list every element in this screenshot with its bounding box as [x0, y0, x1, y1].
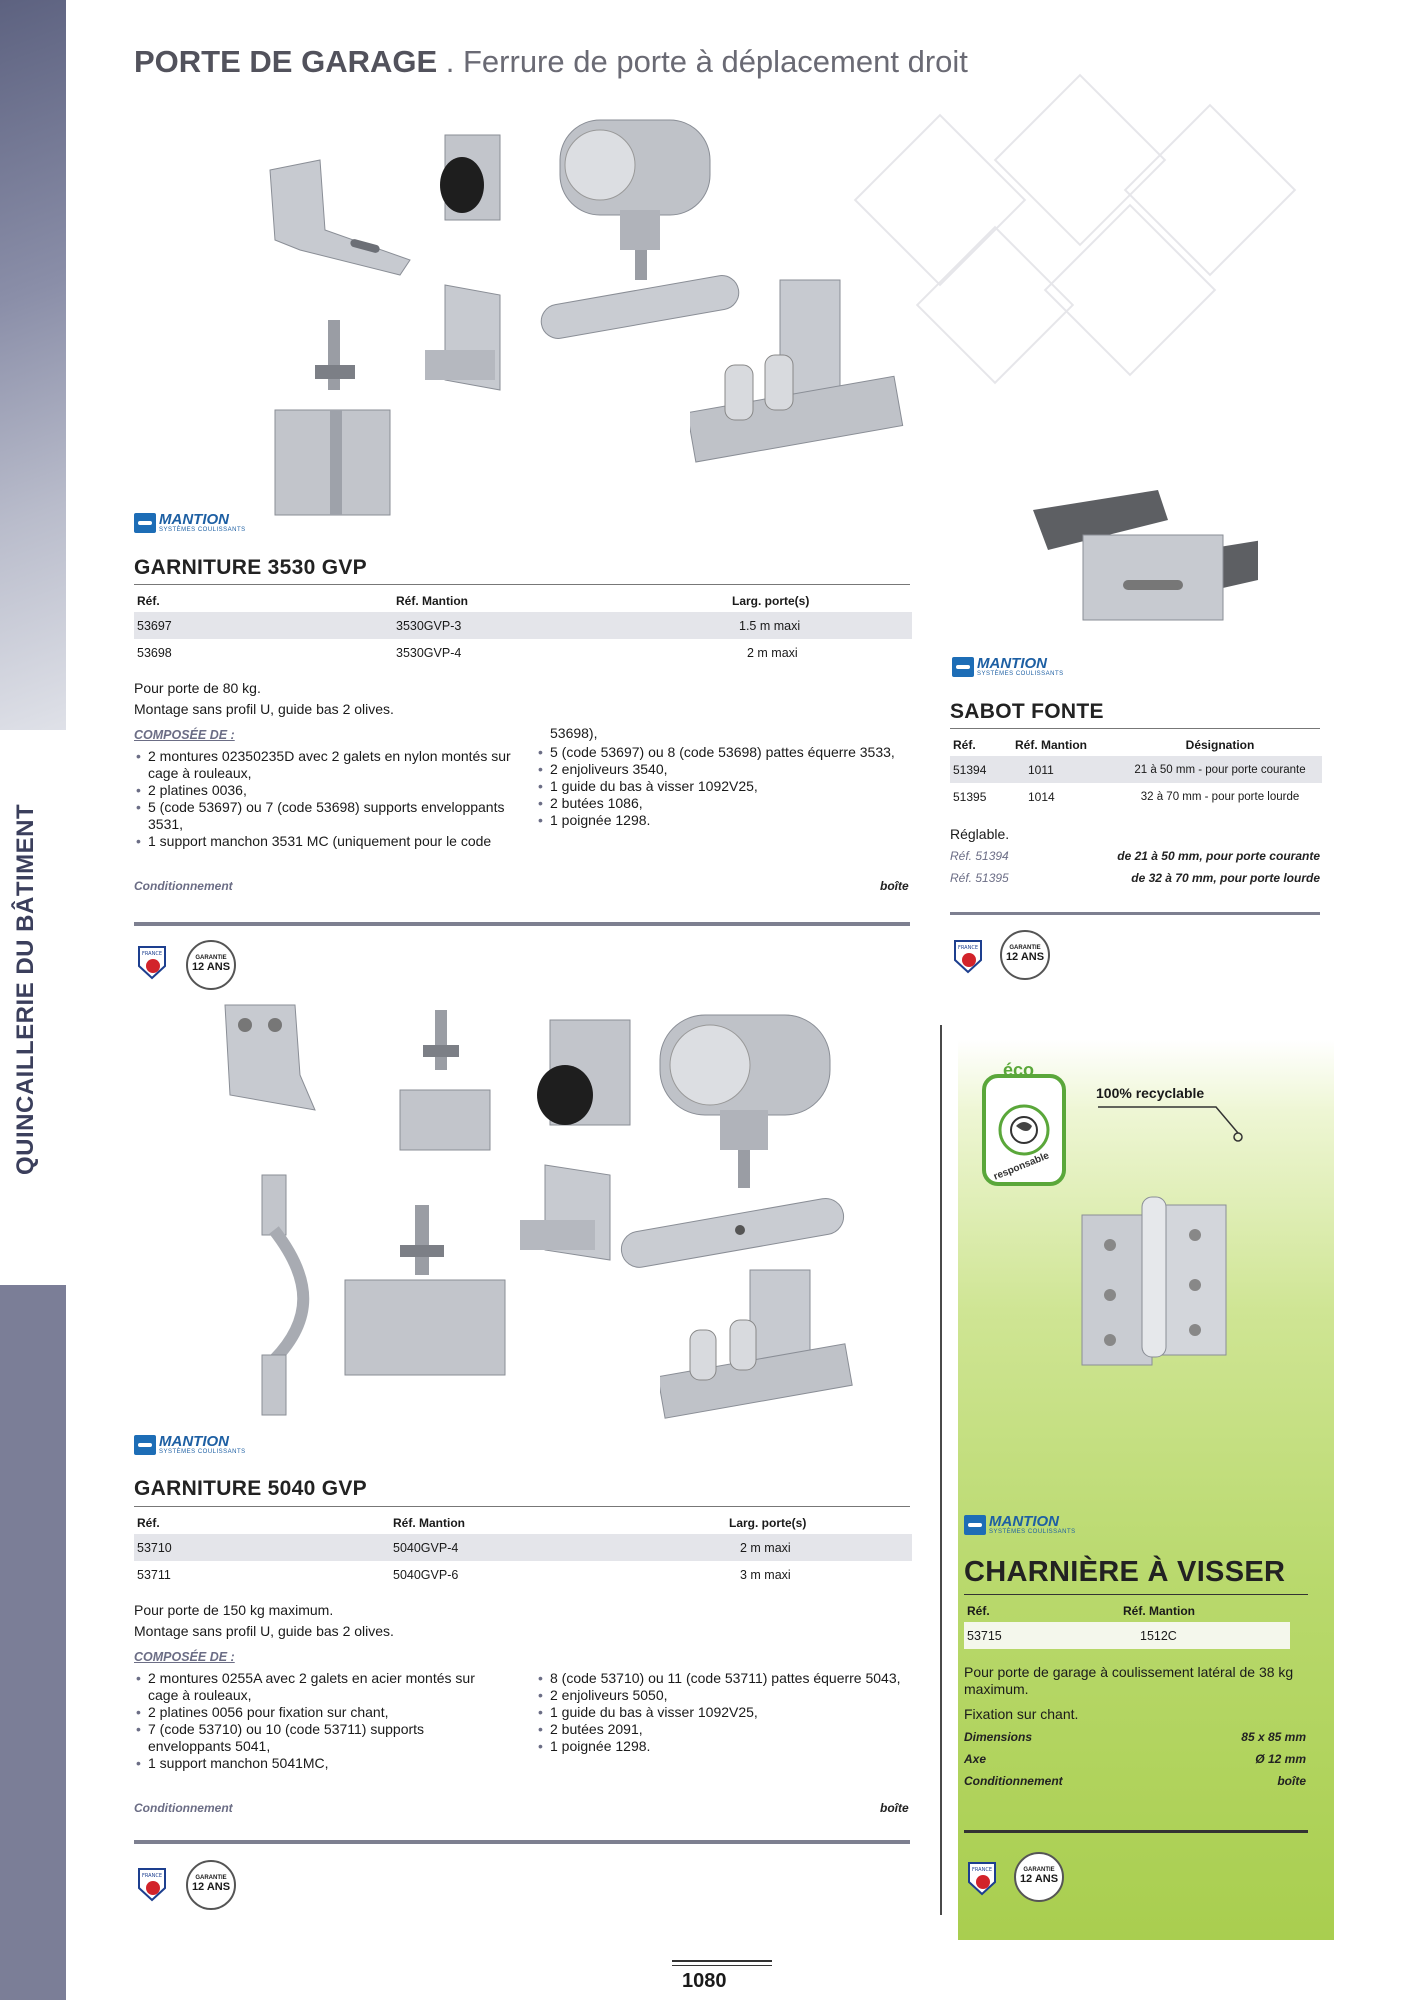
heavy-support-clamp-image — [340, 1200, 510, 1380]
designation-cell: 32 à 70 mm - pour porte lourde — [1140, 790, 1300, 803]
panel-divider — [940, 1025, 942, 1915]
table-row — [134, 1561, 912, 1588]
list-item: • 5 (code 53697) ou 8 (code 53698) pattes équerre 3533, — [536, 744, 916, 761]
ref-cell: 51394 — [950, 756, 1012, 783]
note: Réglable. — [950, 826, 1010, 842]
column-header: Larg. porte(s) — [729, 1516, 807, 1530]
column-header: Réf. — [953, 738, 976, 752]
description: Montage sans profil U, guide bas 2 olives. — [134, 1623, 394, 1639]
mounting-bracket-image — [260, 150, 420, 280]
svg-text:FRANCE: FRANCE — [958, 945, 978, 951]
brand-name: MANTION — [989, 1513, 1059, 1530]
spec-label: Axe — [964, 1752, 987, 1766]
ref-cell: 53710 — [134, 1534, 390, 1561]
list-item: • 2 butées 1086, — [536, 795, 916, 812]
eco-top-label: éco — [1003, 1060, 1035, 1080]
product-table — [964, 1600, 1290, 1649]
column-header: Réf. Mantion — [1123, 1604, 1195, 1618]
support-clamp-image — [395, 1005, 495, 1155]
list-item: • 2 enjoliveurs 5050, — [536, 1687, 906, 1704]
list-item: • 5 (code 53697) ou 7 (code 53698) supports enveloppants 3531, — [134, 799, 514, 833]
column-header: Réf. Mantion — [1015, 738, 1087, 752]
brand-tagline: SYSTÈMES COULISSANTS — [159, 1449, 246, 1455]
table-header — [964, 1600, 1290, 1622]
made-in-france-badge — [952, 938, 984, 974]
product-title: SABOT FONTE — [950, 700, 1104, 723]
guarantee-years: 12 ANS — [191, 961, 231, 973]
brand-mark-icon — [134, 513, 156, 533]
divider — [950, 728, 1320, 729]
ref-cell: 53711 — [137, 1567, 171, 1582]
width-cell: 2 m maxi — [726, 1534, 912, 1561]
made-in-france-badge — [136, 1866, 168, 1902]
list-item: • 2 platines 0056 pour fixation sur chant, — [134, 1704, 504, 1721]
divider — [134, 584, 910, 585]
guarantee-years: 12 ANS — [1019, 1873, 1059, 1885]
list-item: • 1 guide du bas à visser 1092V25, — [536, 1704, 906, 1721]
page-number-rule — [672, 1965, 772, 1966]
guarantee-label: GARANTIE — [195, 955, 227, 961]
sidebar-top-decoration — [0, 0, 66, 730]
roller-trolley-image — [650, 1000, 840, 1190]
product-title: GARNITURE 5040 GVP — [134, 1477, 367, 1500]
mantion-ref-cell: 5040GVP-6 — [393, 1567, 459, 1582]
composition-list — [536, 1670, 906, 1755]
brand-mark-icon — [952, 657, 974, 677]
recyclable-pointer-line — [1096, 1105, 1246, 1145]
packaging-label: Conditionnement — [134, 1801, 233, 1815]
designation-cell: 21 à 50 mm - pour porte courante — [1118, 756, 1322, 783]
brand-name: MANTION — [977, 655, 1047, 672]
brand-logo — [134, 1434, 246, 1456]
column-header: Larg. porte(s) — [732, 594, 810, 608]
page-number: 1080 — [682, 1970, 727, 1992]
table-row — [950, 783, 1322, 810]
packaging-label: Conditionnement — [134, 879, 233, 893]
product-title: GARNITURE 3530 GVP — [134, 556, 367, 579]
composition-list — [536, 744, 916, 829]
list-item: • 2 montures 02350235D avec 2 galets en nylon montés sur cage à rouleaux, — [134, 748, 514, 782]
brand-logo — [952, 656, 1064, 678]
made-in-france-badge — [966, 1860, 998, 1896]
brand-mark-icon — [964, 1515, 986, 1535]
brand-mark-icon — [134, 1435, 156, 1455]
mantion-ref-cell: 1014 — [1028, 789, 1055, 804]
list-item: • 1 poignée 1298. — [536, 1738, 906, 1755]
table-row — [134, 1534, 912, 1561]
guarantee-label: GARANTIE — [1009, 945, 1041, 951]
column-header: Désignation — [1185, 738, 1255, 752]
description: Pour porte de garage à coulissement latéral de 38 kg maximum. — [964, 1664, 1294, 1697]
door-stop-image — [525, 1015, 635, 1140]
packaging-value: boîte — [880, 879, 909, 893]
brand-name: MANTION — [159, 511, 229, 528]
mantion-ref-cell: 1512C — [1120, 1622, 1290, 1649]
table-row — [134, 639, 912, 666]
bottom-guide-image — [660, 1265, 860, 1425]
spec-value: Ø 12 mm — [1255, 1752, 1306, 1766]
hinge-image — [1080, 1195, 1230, 1375]
guarantee-years: 12 ANS — [191, 1881, 231, 1893]
guarantee-badge — [1000, 930, 1050, 980]
page-number-rule — [672, 1960, 772, 1962]
section-label: QUINCAILLERIE DU BÂTIMENT — [12, 803, 39, 1175]
pull-handle-image — [258, 1170, 318, 1420]
list-item: • 2 enjoliveurs 3540, — [536, 761, 916, 778]
brand-logo — [964, 1514, 1076, 1536]
width-cell: 2 m maxi — [747, 645, 798, 660]
made-in-france-badge — [136, 944, 168, 980]
column-header: Réf. Mantion — [393, 1516, 465, 1530]
door-stop-image — [430, 130, 510, 230]
description: Montage sans profil U, guide bas 2 olives. — [134, 701, 394, 717]
list-item: • 1 guide du bas à visser 1092V25, — [536, 778, 916, 795]
list-item: • 2 platines 0036, — [134, 782, 514, 799]
width-cell: 3 m maxi — [740, 1567, 791, 1582]
guarantee-badge — [1014, 1852, 1064, 1902]
table-row — [950, 756, 1322, 783]
product-table — [134, 590, 912, 666]
spec-label: Dimensions — [964, 1730, 1033, 1744]
guarantee-years: 12 ANS — [1005, 951, 1045, 963]
sidebar-bottom-decoration — [0, 1285, 66, 2000]
mantion-ref-cell: 1011 — [1012, 756, 1118, 783]
page-title-rest: . Ferrure de porte à déplacement droit — [437, 44, 968, 79]
column-header: Réf. Mantion — [396, 594, 468, 608]
list-item: • 2 montures 0255A avec 2 galets en acier montés sur cage à rouleaux, — [134, 1670, 504, 1704]
svg-text:FRANCE: FRANCE — [142, 951, 162, 957]
ref-cell: 53697 — [134, 612, 393, 639]
composition-label: COMPOSÉE DE : — [134, 728, 235, 742]
description: Pour porte de 150 kg maximum. — [134, 1602, 334, 1618]
mounting-bracket-image — [220, 1000, 320, 1120]
guarantee-label: GARANTIE — [195, 1875, 227, 1881]
mantion-ref-cell: 5040GVP-4 — [390, 1534, 726, 1561]
ref-detail: de 32 à 70 mm, pour porte lourde — [1131, 871, 1320, 885]
table-header — [134, 590, 912, 612]
angle-bracket-image — [515, 1160, 615, 1270]
list-item: • 7 (code 53710) ou 10 (code 53711) supports enveloppants 5041, — [134, 1721, 504, 1755]
section-divider — [134, 1840, 910, 1844]
mantion-ref-cell: 3530GVP-4 — [396, 645, 462, 660]
list-item: • 1 support manchon 5041MC, — [134, 1755, 504, 1772]
product-table — [950, 734, 1322, 810]
section-divider — [134, 922, 910, 926]
section-divider — [950, 912, 1320, 915]
divider — [134, 1506, 910, 1507]
description: Pour porte de 80 kg. — [134, 680, 261, 696]
support-clamp-image — [270, 310, 400, 520]
mantion-ref-cell: 3530GVP-3 — [393, 612, 729, 639]
composition-list — [134, 748, 514, 850]
column-header: Réf. — [967, 1604, 990, 1618]
section-divider — [964, 1830, 1308, 1833]
ref-cell: 53715 — [964, 1622, 1120, 1649]
ref-label: Réf. 51395 — [950, 871, 1009, 885]
guarantee-badge — [186, 940, 236, 990]
composition-list — [134, 1670, 504, 1772]
svg-text:FRANCE: FRANCE — [972, 1867, 992, 1873]
cast-iron-shoe-image — [1028, 480, 1258, 640]
table-row — [964, 1622, 1290, 1649]
guarantee-badge — [186, 1860, 236, 1910]
mounting-plate-image — [615, 1185, 850, 1275]
bottom-guide-image — [690, 275, 910, 475]
table-header — [950, 734, 1322, 756]
spec-label: Conditionnement — [964, 1774, 1063, 1788]
recyclable-label: 100% recyclable — [1096, 1085, 1205, 1101]
ref-detail: de 21 à 50 mm, pour porte courante — [1117, 849, 1320, 863]
guarantee-label: GARANTIE — [1023, 1867, 1055, 1873]
description: Fixation sur chant. — [964, 1706, 1079, 1722]
spec-value: boîte — [1277, 1774, 1306, 1788]
table-header — [134, 1512, 912, 1534]
list-item: • 8 (code 53710) ou 11 (code 53711) pattes équerre 5043, — [536, 1670, 906, 1687]
packaging-value: boîte — [880, 1801, 909, 1815]
list-item: • 2 butées 2091, — [536, 1721, 906, 1738]
table-row — [134, 612, 912, 639]
list-item-continuation: 53698), — [550, 725, 598, 741]
ref-label: Réf. 51394 — [950, 849, 1009, 863]
divider — [964, 1594, 1308, 1595]
column-header: Réf. — [137, 594, 160, 608]
brand-name: MANTION — [159, 1433, 229, 1450]
composition-label: COMPOSÉE DE : — [134, 1650, 235, 1664]
brand-tagline: SYSTÈMES COULISSANTS — [989, 1529, 1076, 1535]
brand-tagline: SYSTÈMES COULISSANTS — [977, 671, 1064, 677]
eco-responsible-badge — [978, 1058, 1070, 1190]
list-item: • 1 support manchon 3531 MC (uniquement pour le code — [134, 833, 514, 850]
column-header: Réf. — [137, 1516, 160, 1530]
ref-cell: 53698 — [137, 645, 172, 660]
product-title: CHARNIÈRE À VISSER — [964, 1556, 1286, 1588]
eco-bottom-label: responsable — [992, 1150, 1051, 1183]
svg-text:FRANCE: FRANCE — [142, 1873, 162, 1879]
spec-value: 85 x 85 mm — [1241, 1730, 1306, 1744]
angle-bracket-image — [425, 280, 510, 405]
width-cell: 1.5 m maxi — [729, 612, 912, 639]
brand-logo — [134, 512, 246, 534]
list-item: • 1 poignée 1298. — [536, 812, 916, 829]
product-table — [134, 1512, 912, 1588]
ref-cell: 51395 — [953, 789, 987, 804]
brand-tagline: SYSTÈMES COULISSANTS — [159, 527, 246, 533]
page-title-bold: PORTE DE GARAGE — [134, 44, 438, 79]
